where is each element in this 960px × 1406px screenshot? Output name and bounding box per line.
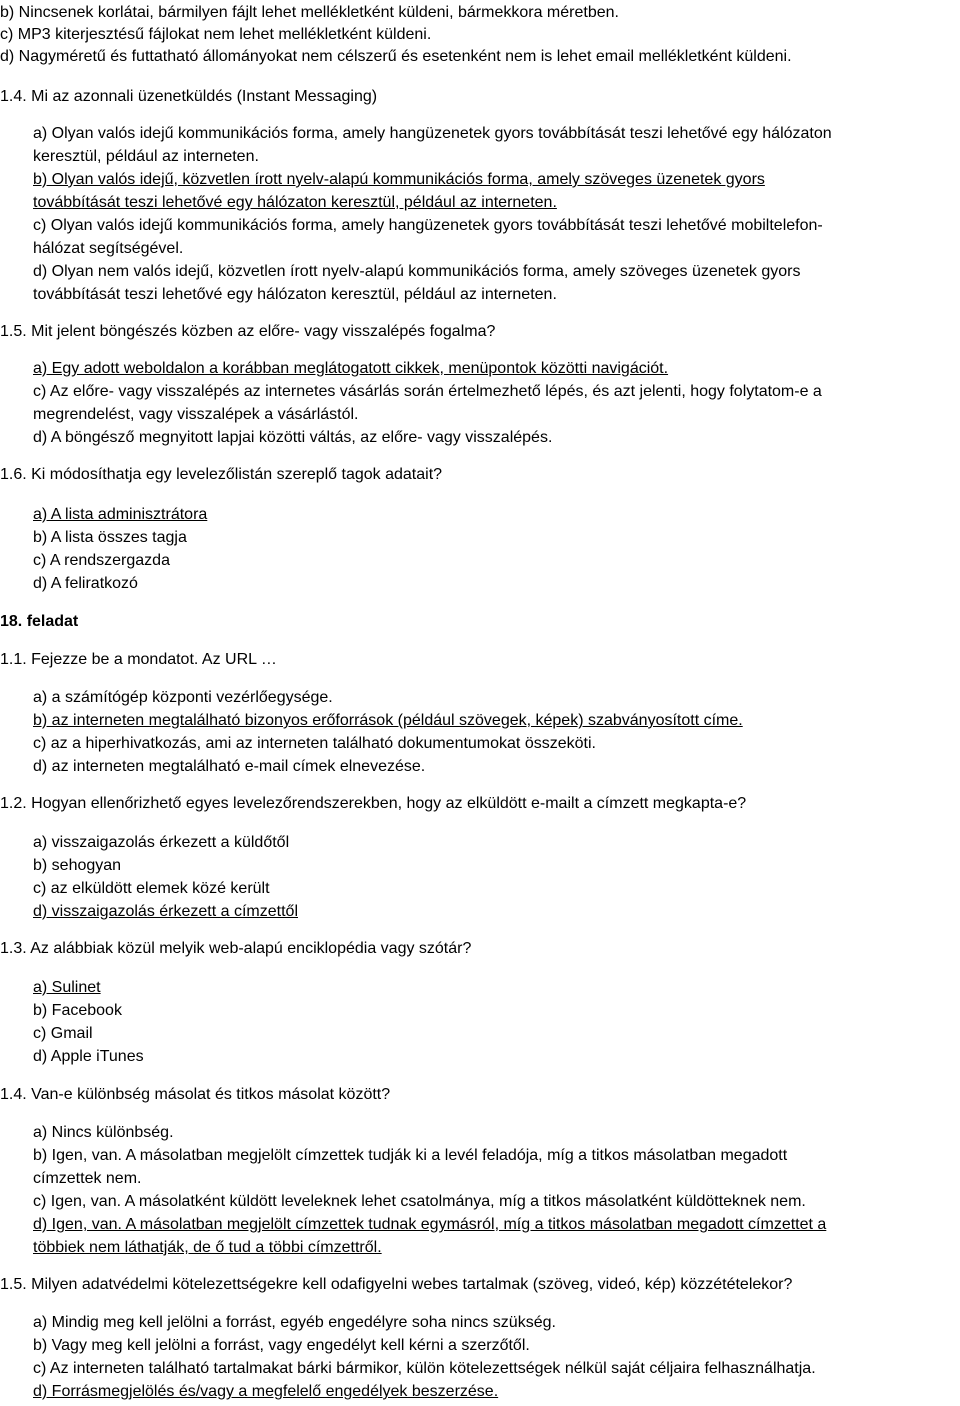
answer-option: c) A rendszergazda [33,552,170,569]
answer-option: d) A feliratkozó [33,575,138,592]
question-title: 1.5. Mit jelent böngészés közben az előre- vagy visszalépés fogalma? [0,323,496,340]
question-title: 1.1. Fejezze be a mondatot. Az URL … [0,651,277,668]
question-title: 1.5. Milyen adatvédelmi kötelezettségekre kell odafigyelni webes tartalmak (szöveg, videó, kép) közzétételekor? [0,1276,793,1293]
answer-option-correct: d) Forrásmegjelölés és/vagy a megfelelő engedélyek beszerzése. [33,1383,499,1400]
answer-option: b) Igen, van. A másolatban megjelölt címzettek tudják ki a levél feladója, míg a titkos másolatban megadott [33,1147,788,1164]
answer-option: b) sehogyan [33,857,122,874]
text-line: b) Nincsenek korlátai, bármilyen fájlt lehet mellékletként küldeni, bármekkora méretben. [0,4,619,21]
answer-option: a) Mindig meg kell jelölni a forrást, egyéb engedélyre soha nincs szükség. [33,1314,556,1331]
answer-option: címzettek nem. [33,1170,142,1187]
question-title: 1.4. Mi az azonnali üzenetküldés (Instant Messaging) [0,88,378,105]
answer-option-correct: d) visszaigazolás érkezett a címzettől [33,903,298,920]
answer-option-correct: d) Igen, van. A másolatban megjelölt címzettek tudnak egymásról, míg a titkos másolatban megadott címzettet a [33,1216,827,1233]
answer-option: c) Olyan valós idejű kommunikációs forma, amely hangüzenetek gyors továbbítását teszi lehetővé mobiltelefon- [33,217,823,234]
answer-option: a) visszaigazolás érkezett a küldőtől [33,834,290,851]
answer-option: hálózat segítségével. [33,240,184,257]
answer-option: továbbítását teszi lehetővé egy hálózaton keresztül, például az interneten. [33,286,557,303]
answer-option: b) Vagy meg kell jelölni a forrást, vagy engedélyt kell kérni a szerzőtől. [33,1337,530,1354]
answer-option: a) a számítógép központi vezérlőegysége. [33,689,333,706]
question-title: 1.3. Az alábbiak közül melyik web-alapú enciklopédia vagy szótár? [0,940,472,957]
answer-option: a) Olyan valós idejű kommunikációs forma, amely hangüzenetek gyors továbbítását teszi lehetővé egy hálózaton [33,125,832,142]
question-title: 1.6. Ki módosíthatja egy levelezőlistán szereplő tagok adatait? [0,466,443,483]
question-title: 1.4. Van-e különbség másolat és titkos másolat között? [0,1086,391,1103]
task-heading: 18. feladat [0,613,79,630]
answer-option: c) Igen, van. A másolatként küldött leveleknek lehet csatolmánya, míg a titkos másolatként küldötteknek nem. [33,1193,806,1210]
answer-option: c) Gmail [33,1025,93,1042]
answer-option: d) az interneten megtalálható e-mail címek elnevezése. [33,758,426,775]
answer-option: c) Az előre- vagy visszalépés az internetes vásárlás során értelmezhető lépés, és azt jelenti, hogy folytatom-e a [33,383,822,400]
answer-option-correct: b) Olyan valós idejű, közvetlen írott nyelv-alapú kommunikációs forma, amely szöveges üzenetek gyors [33,171,765,188]
answer-option: c) az elküldött elemek közé került [33,880,270,897]
question-title: 1.2. Hogyan ellenőrizhető egyes levelezőrendszerekben, hogy az elküldött e-mailt a címzett megkapta-e? [0,795,747,812]
text-line: c) MP3 kiterjesztésű fájlokat nem lehet mellékletként küldeni. [0,26,432,43]
answer-option-correct: a) Sulinet [33,979,101,996]
answer-option-correct: többiek nem láthatják, de ő tud a többi címzettről. [33,1239,382,1256]
answer-option-correct: továbbítását teszi lehetővé egy hálózaton keresztül, például az interneten. [33,194,557,211]
answer-option: keresztül, például az interneten. [33,148,259,165]
answer-option: b) A lista összes tagja [33,529,187,546]
answer-option: d) Apple iTunes [33,1048,144,1065]
answer-option: a) Nincs különbség. [33,1124,174,1141]
answer-option-correct: a) A lista adminisztrátora [33,506,208,523]
text-line: d) Nagyméretű és futtatható állományokat nem célszerű és esetenként nem is lehet email mellékletként küldeni. [0,48,792,65]
answer-option-correct: a) Egy adott weboldalon a korábban meglátogatott cikkek, menüpontok közötti navigációt. [33,360,669,377]
answer-option: megrendelést, vagy visszalépek a vásárlástól. [33,406,359,423]
answer-option: d) A böngésző megnyitott lapjai közötti váltás, az előre- vagy visszalépés. [33,429,553,446]
answer-option-correct: b) az interneten megtalálható bizonyos erőforrások (például szövegek, képek) szabványosított címe. [33,712,743,729]
answer-option: b) Facebook [33,1002,122,1019]
answer-option: c) Az interneten található tartalmakat bárki bármikor, külön kötelezettségek nélkül saját céljaira felhasználhatja. [33,1360,816,1377]
answer-option: c) az a hiperhivatkozás, ami az interneten található dokumentumokat összeköti. [33,735,596,752]
answer-option: d) Olyan nem valós idejű, közvetlen írott nyelv-alapú kommunikációs forma, amely szöveges üzenetek gyors [33,263,801,280]
